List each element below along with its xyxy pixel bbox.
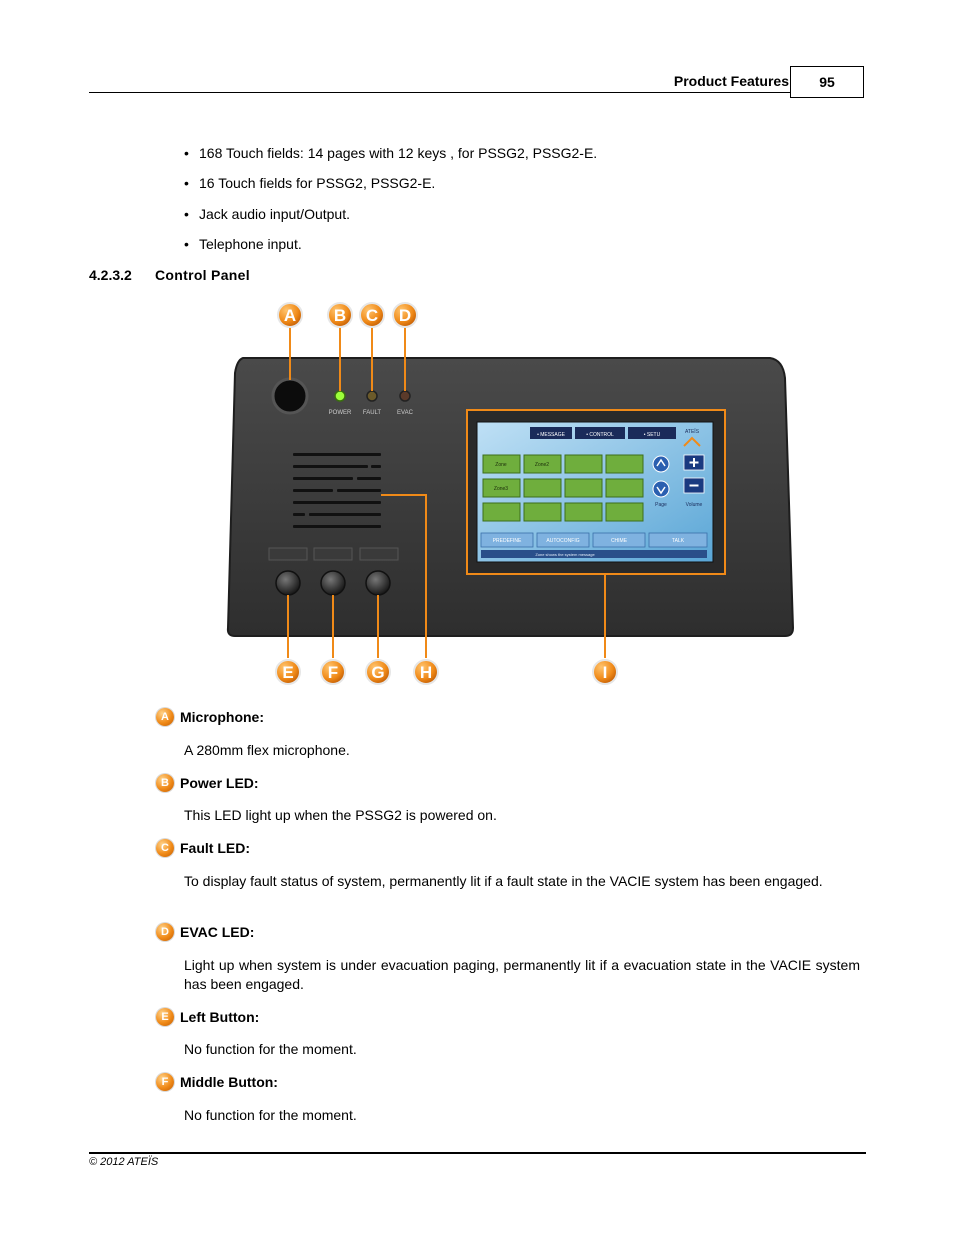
item-label: Microphone: bbox=[180, 709, 264, 725]
screen-button-autoconfig: AUTOCONFIG bbox=[546, 538, 580, 544]
left-button bbox=[276, 571, 300, 595]
item-description: No function for the moment. bbox=[184, 1107, 357, 1123]
zone-key-label: Zone2 bbox=[534, 462, 550, 468]
page-up-icon bbox=[653, 456, 669, 472]
zone-key-label: Zone3 bbox=[493, 486, 509, 492]
screen-button-talk: TALK bbox=[671, 538, 685, 544]
item-label: Power LED: bbox=[180, 775, 259, 791]
item-heading-power-led bbox=[156, 774, 259, 792]
callout-letter: F bbox=[327, 663, 339, 682]
item-description: A 280mm flex microphone. bbox=[184, 742, 350, 758]
callout-h bbox=[414, 660, 438, 684]
callout-letter: I bbox=[602, 663, 608, 682]
section-number: 4.2.3.2 bbox=[89, 267, 132, 283]
callout-letter: E bbox=[282, 663, 294, 682]
item-heading-evac-led bbox=[156, 923, 254, 941]
feature-item: • Telephone input. bbox=[184, 235, 597, 265]
callout-c bbox=[360, 303, 384, 327]
button-label-plate bbox=[269, 548, 307, 560]
screen-page-label: Page bbox=[655, 502, 667, 508]
callout-letter: D bbox=[398, 306, 412, 325]
callout-letter: C bbox=[365, 306, 379, 325]
item-label: Middle Button: bbox=[180, 1074, 278, 1090]
button-label-plate bbox=[314, 548, 352, 560]
callout-e bbox=[276, 660, 300, 684]
screen-tab-setup: • SETU bbox=[643, 432, 661, 438]
control-panel-figure bbox=[225, 298, 800, 693]
zone-key-label: Zone bbox=[495, 462, 507, 468]
letter-b-icon: B bbox=[156, 774, 174, 792]
callout-b bbox=[328, 303, 352, 327]
item-label: EVAC LED: bbox=[180, 924, 255, 940]
header-title: Product Features bbox=[673, 73, 789, 89]
screen-tab-control: • CONTROL bbox=[586, 432, 614, 438]
item-description: Light up when system is under evacuation paging, permanently lit if a evacuation state in the VACIE system has been engaged. bbox=[184, 957, 860, 992]
item-label: Fault LED: bbox=[180, 840, 250, 856]
page-down-icon bbox=[653, 481, 669, 497]
screen-brand: ATEÏS bbox=[684, 429, 700, 435]
screen-tab-message: • MESSAGE bbox=[537, 432, 565, 438]
led-label-fault: FAULT bbox=[362, 410, 382, 416]
header-rule bbox=[89, 92, 791, 93]
power-led bbox=[335, 391, 345, 401]
letter-a-icon: A bbox=[156, 708, 174, 726]
item-description: To display fault status of system, permanently lit if a fault state in the VACIE system has been engaged. bbox=[184, 873, 823, 889]
led-label-power: POWER bbox=[328, 410, 352, 416]
callout-letter: G bbox=[371, 663, 385, 682]
screen-button-chime: CHIME bbox=[610, 538, 628, 544]
feature-item: • 168 Touch fields: 14 pages with 12 keys , for PSSG2, PSSG2-E. bbox=[184, 144, 597, 174]
middle-button bbox=[321, 571, 345, 595]
screen-status-text: Zone shows the system message bbox=[535, 552, 595, 557]
feature-list bbox=[184, 144, 597, 265]
item-description: No function for the moment. bbox=[184, 1041, 357, 1057]
letter-e-icon: E bbox=[156, 1008, 174, 1026]
footer-rule bbox=[89, 1152, 866, 1154]
button-label-plate bbox=[360, 548, 398, 560]
letter-f-icon: F bbox=[156, 1073, 174, 1091]
callout-i bbox=[593, 660, 617, 684]
callout-letter: B bbox=[333, 306, 347, 325]
evac-led bbox=[400, 391, 410, 401]
right-button bbox=[366, 571, 390, 595]
feature-item: • 16 Touch fields for PSSG2, PSSG2-E. bbox=[184, 174, 597, 204]
screen-volume-label: Volume bbox=[685, 502, 703, 508]
item-heading-left-button bbox=[156, 1008, 259, 1026]
microphone-socket bbox=[273, 379, 307, 413]
footer-copyright: © 2012 ATEÏS bbox=[89, 1156, 159, 1168]
callout-letter: H bbox=[419, 663, 433, 682]
led-label-evac: EVAC bbox=[397, 410, 413, 416]
item-heading-microphone bbox=[156, 708, 264, 726]
callout-a bbox=[278, 303, 302, 327]
callout-letter: A bbox=[283, 306, 297, 325]
screen-button-predefine: PREDEFINE bbox=[492, 538, 522, 544]
letter-d-icon: D bbox=[156, 923, 174, 941]
item-heading-middle-button bbox=[156, 1073, 278, 1091]
page-number: 95 bbox=[790, 66, 864, 98]
callout-g bbox=[366, 660, 390, 684]
feature-item: • Jack audio input/Output. bbox=[184, 205, 597, 235]
item-description: This LED light up when the PSSG2 is powered on. bbox=[184, 807, 497, 823]
fault-led bbox=[367, 391, 377, 401]
callout-f bbox=[321, 660, 345, 684]
callout-d bbox=[393, 303, 417, 327]
item-label: Left Button: bbox=[180, 1009, 260, 1025]
item-heading-fault-led bbox=[156, 839, 250, 857]
letter-c-icon: C bbox=[156, 839, 174, 857]
section-title: Control Panel bbox=[155, 267, 250, 283]
